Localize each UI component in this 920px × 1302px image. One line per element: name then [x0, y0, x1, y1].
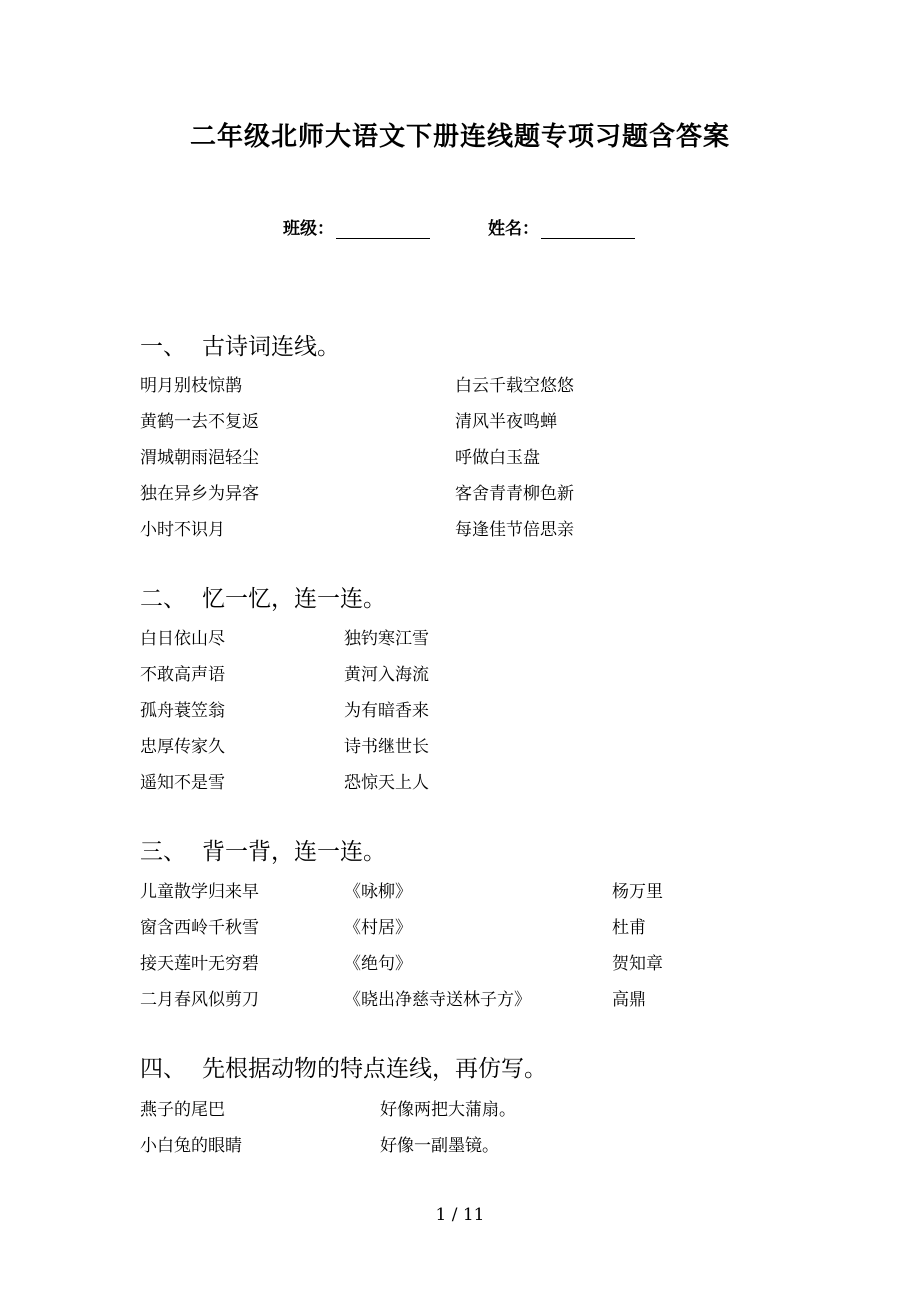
right-item: 黄河入海流	[344, 665, 429, 685]
section-title: 背一背，连一连。	[202, 839, 386, 865]
poem-line: 窗含西岭千秋雪	[140, 918, 259, 938]
class-field	[283, 214, 430, 239]
right-item: 客舍青青柳色新	[455, 484, 574, 504]
poem-title: 《绝句》	[344, 954, 412, 974]
right-item: 好像一副墨镜。	[380, 1136, 499, 1156]
match-row	[0, 949, 920, 975]
left-item: 忠厚传家久	[140, 737, 225, 757]
page-number: 1 / 11	[435, 1205, 485, 1225]
match-row	[0, 1095, 920, 1121]
poem-title: 《村居》	[344, 918, 412, 938]
left-item: 燕子的尾巴	[140, 1100, 225, 1120]
poem-author: 杜甫	[612, 918, 646, 938]
left-item: 孤舟蓑笠翁	[140, 701, 225, 721]
left-item: 渭城朝雨浥轻尘	[140, 448, 259, 468]
right-item: 清风半夜鸣蝉	[455, 412, 557, 432]
section-1-heading	[140, 328, 340, 361]
match-row	[0, 732, 920, 758]
section-4-heading	[140, 1050, 547, 1083]
right-item: 好像两把大蒲扇。	[380, 1100, 516, 1120]
section-title: 忆一忆，连一连。	[202, 586, 386, 612]
section-2-heading	[140, 580, 386, 613]
match-row	[0, 443, 920, 469]
section-number: 四、	[140, 1056, 186, 1082]
left-item: 黄鹤一去不复返	[140, 412, 259, 432]
left-item: 独在异乡为异客	[140, 484, 259, 504]
right-item: 恐惊天上人	[344, 773, 429, 793]
poem-author: 杨万里	[612, 882, 663, 902]
name-label: 姓名：	[488, 219, 539, 239]
match-row	[0, 877, 920, 903]
section-title: 古诗词连线。	[202, 334, 340, 360]
right-item: 独钓寒江雪	[344, 629, 429, 649]
section-3-heading	[140, 833, 386, 866]
match-row	[0, 768, 920, 794]
match-row	[0, 515, 920, 541]
section-title: 先根据动物的特点连线，再仿写。	[202, 1056, 547, 1082]
poem-author: 贺知章	[612, 954, 663, 974]
name-field	[488, 214, 635, 239]
section-number: 三、	[140, 839, 186, 865]
section-number: 二、	[140, 586, 186, 612]
poem-title: 《晓出净慈寺送林子方》	[344, 990, 531, 1010]
right-item: 每逢佳节倍思亲	[455, 520, 574, 540]
name-blank-line	[541, 220, 635, 239]
match-row	[0, 1131, 920, 1157]
left-item: 不敢高声语	[140, 665, 225, 685]
poem-author: 高鼎	[612, 990, 646, 1010]
match-row	[0, 696, 920, 722]
left-item: 明月别枝惊鹊	[140, 376, 242, 396]
class-blank-line	[336, 220, 430, 239]
match-row	[0, 913, 920, 939]
right-item: 诗书继世长	[344, 737, 429, 757]
match-row	[0, 479, 920, 505]
right-item: 白云千载空悠悠	[455, 376, 574, 396]
match-row	[0, 624, 920, 650]
match-row	[0, 407, 920, 433]
left-item: 遥知不是雪	[140, 773, 225, 793]
section-number: 一、	[140, 334, 186, 360]
match-row	[0, 371, 920, 397]
match-row	[0, 985, 920, 1011]
left-item: 小时不识月	[140, 520, 225, 540]
poem-line: 接天莲叶无穷碧	[140, 954, 259, 974]
left-item: 白日依山尽	[140, 629, 225, 649]
class-label: 班级：	[283, 219, 334, 239]
poem-line: 儿童散学归来早	[140, 882, 259, 902]
page-title: 二年级北师大语文下册连线题专项习题含答案	[189, 122, 730, 152]
poem-title: 《咏柳》	[344, 882, 412, 902]
poem-line: 二月春风似剪刀	[140, 990, 259, 1010]
left-item: 小白兔的眼睛	[140, 1136, 242, 1156]
right-item: 呼做白玉盘	[455, 448, 540, 468]
match-row	[0, 660, 920, 686]
right-item: 为有暗香来	[344, 701, 429, 721]
